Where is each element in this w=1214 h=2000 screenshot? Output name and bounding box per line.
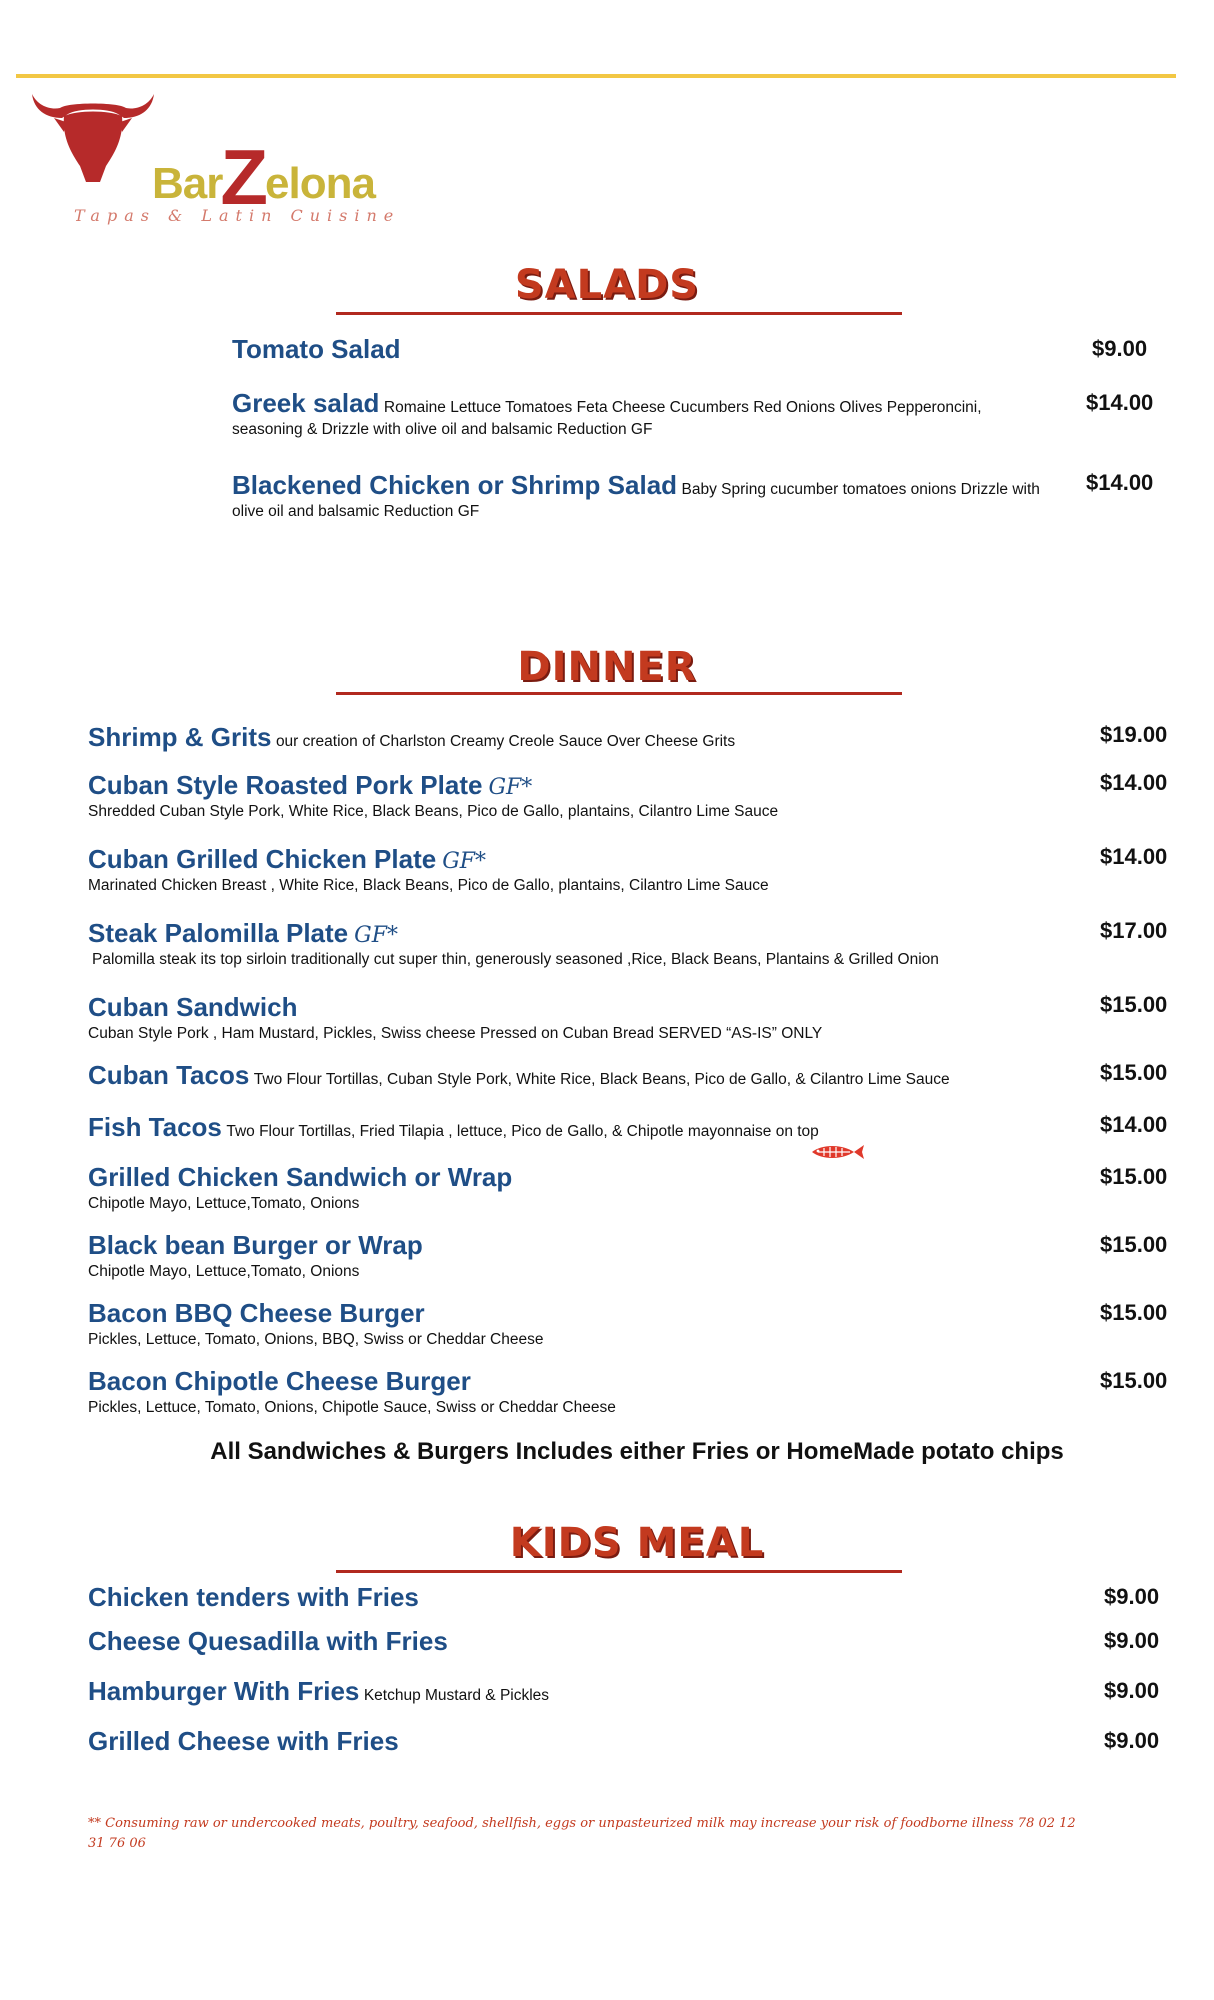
item-desc-cont: olive oil and balsamic Reduction GF	[232, 503, 480, 520]
section-rule-salads	[336, 312, 902, 315]
item-name: Bacon BBQ Cheese Burger	[88, 1298, 425, 1328]
item-price: $15.00	[1100, 1060, 1168, 1085]
item-name: Hamburger With Fries	[88, 1676, 360, 1706]
brand-part-2: elona	[265, 159, 375, 208]
item-name: Steak Palomilla Plate	[88, 918, 349, 948]
item-desc: our creation of Charlston Creamy Creole Sauce Over Cheese Grits	[275, 733, 736, 750]
item-desc: Cuban Style Pork , Ham Mustard, Pickles, Swiss cheese Pressed on Cuban Bread SERVED “AS-IS” ONLY	[88, 1025, 823, 1042]
item-price: $14.00	[1086, 470, 1154, 495]
section-title-dinner: DINNER	[517, 644, 697, 690]
menu-item	[88, 1060, 1088, 1091]
item-desc: Palomilla steak its top sirloin traditionally cut super thin, generously seasoned ,Rice, Black Beans, Plantains & Grilled Onion	[92, 951, 939, 968]
item-desc-cont: seasoning & Drizzle with olive oil and balsamic Reduction GF	[232, 421, 653, 438]
item-desc: Chipotle Mayo, Lettuce,Tomato, Onions	[88, 1263, 360, 1280]
item-name: Bacon Chipotle Cheese Burger	[88, 1366, 471, 1396]
item-gf-tag: GF*	[354, 923, 398, 948]
fish-icon	[810, 1142, 866, 1162]
section-rule-dinner	[336, 692, 902, 695]
item-price: $9.00	[1104, 1678, 1160, 1703]
item-name: Grilled Chicken Sandwich or Wrap	[88, 1162, 513, 1192]
item-desc: Two Flour Tortillas, Cuban Style Pork, White Rice, Black Beans, Pico de Gallo, & Cilantro Lime Sauce	[253, 1071, 950, 1088]
barzelona-logo	[28, 88, 408, 238]
menu-item	[88, 918, 1088, 969]
item-desc: Two Flour Tortillas, Fried Tilapia , lettuce, Pico de Gallo, & Chipotle mayonnaise on top	[226, 1123, 819, 1140]
menu-item	[88, 1162, 1088, 1213]
menu-item	[88, 1726, 1088, 1757]
menu-item	[88, 1626, 1088, 1657]
section-title-salads: SALADS	[514, 262, 700, 308]
item-price: $9.00	[1104, 1584, 1160, 1609]
item-price: $14.00	[1100, 1112, 1168, 1137]
brand-tagline: Tapas & Latin Cuisine	[74, 206, 401, 225]
item-name: Grilled Cheese with Fries	[88, 1726, 399, 1756]
item-name: Tomato Salad	[232, 334, 401, 364]
brand-part-1: Bar	[152, 159, 223, 208]
item-price: $14.00	[1100, 844, 1168, 869]
item-price: $19.00	[1100, 722, 1168, 747]
item-gf-tag: GF*	[442, 849, 487, 874]
item-name: Greek salad	[232, 388, 380, 418]
menu-item	[232, 470, 1072, 521]
item-desc: Marinated Chicken Breast , White Rice, Black Beans, Pico de Gallo, plantains, Cilantro Lime Sauce	[88, 877, 769, 894]
sandwich-note: All Sandwiches & Burgers Includes either Fries or HomeMade potato chips	[210, 1438, 1064, 1465]
item-name: Black bean Burger or Wrap	[88, 1230, 423, 1260]
item-name: Fish Tacos	[88, 1112, 222, 1142]
item-desc: Romaine Lettuce Tomatoes Feta Cheese Cucumbers Red Onions Olives Pepperoncini,	[383, 399, 982, 416]
menu-item	[232, 388, 1072, 439]
item-name: Cuban Grilled Chicken Plate	[88, 844, 437, 874]
item-price: $15.00	[1100, 1368, 1168, 1393]
item-price: $14.00	[1086, 390, 1154, 415]
item-price: $14.00	[1100, 770, 1168, 795]
section-rule-kids-meal	[336, 1570, 902, 1573]
item-name: Chicken tenders with Fries	[88, 1582, 419, 1612]
item-price: $9.00	[1092, 336, 1148, 361]
brand-z: Z	[220, 133, 268, 221]
item-price: $15.00	[1100, 992, 1168, 1017]
menu-item	[88, 844, 1088, 895]
item-name: Cuban Sandwich	[88, 992, 298, 1022]
item-desc: Pickles, Lettuce, Tomato, Onions, BBQ, Swiss or Cheddar Cheese	[88, 1331, 544, 1348]
item-price: $15.00	[1100, 1164, 1168, 1189]
menu-item	[232, 334, 1072, 365]
item-desc: Chipotle Mayo, Lettuce,Tomato, Onions	[88, 1195, 360, 1212]
item-name: Cheese Quesadilla with Fries	[88, 1626, 448, 1656]
item-name: Blackened Chicken or Shrimp Salad	[232, 470, 678, 500]
item-price: $9.00	[1104, 1628, 1160, 1653]
menu-item	[88, 1112, 1088, 1143]
item-name: Shrimp & Grits	[88, 722, 272, 752]
item-desc: Baby Spring cucumber tomatoes onions Drizzle with	[681, 481, 1040, 498]
menu-item	[88, 770, 1088, 821]
item-price: $15.00	[1100, 1232, 1168, 1257]
item-gf-tag: GF*	[488, 775, 533, 800]
item-desc: Ketchup Mustard & Pickles	[363, 1687, 550, 1704]
item-desc: Shredded Cuban Style Pork, White Rice, Black Beans, Pico de Gallo, plantains, Cilantro Lime Sauce	[88, 803, 779, 820]
menu-item	[88, 722, 1088, 753]
item-name: Cuban Tacos	[88, 1060, 250, 1090]
section-title-kids-meal: KIDS MEAL	[509, 1520, 765, 1566]
menu-item	[88, 992, 1088, 1043]
item-price: $9.00	[1104, 1728, 1160, 1753]
top-gold-rule	[16, 74, 1176, 78]
food-safety-disclaimer: ** Consuming raw or undercooked meats, poultry, seafood, shellfish, eggs or unpasteurized milk may increase your risk of foodborne illness 78 02 12 31 76 06	[88, 1816, 1076, 1851]
bull-head-icon	[28, 88, 158, 188]
menu-item	[88, 1366, 1088, 1417]
menu-item	[88, 1676, 1088, 1707]
item-name: Cuban Style Roasted Pork Plate	[88, 770, 483, 800]
menu-item	[88, 1582, 1088, 1613]
menu-item	[88, 1230, 1088, 1281]
menu-item	[88, 1298, 1088, 1349]
item-price: $17.00	[1100, 918, 1168, 943]
item-price: $15.00	[1100, 1300, 1168, 1325]
item-desc: Pickles, Lettuce, Tomato, Onions, Chipotle Sauce, Swiss or Cheddar Cheese	[88, 1399, 616, 1416]
